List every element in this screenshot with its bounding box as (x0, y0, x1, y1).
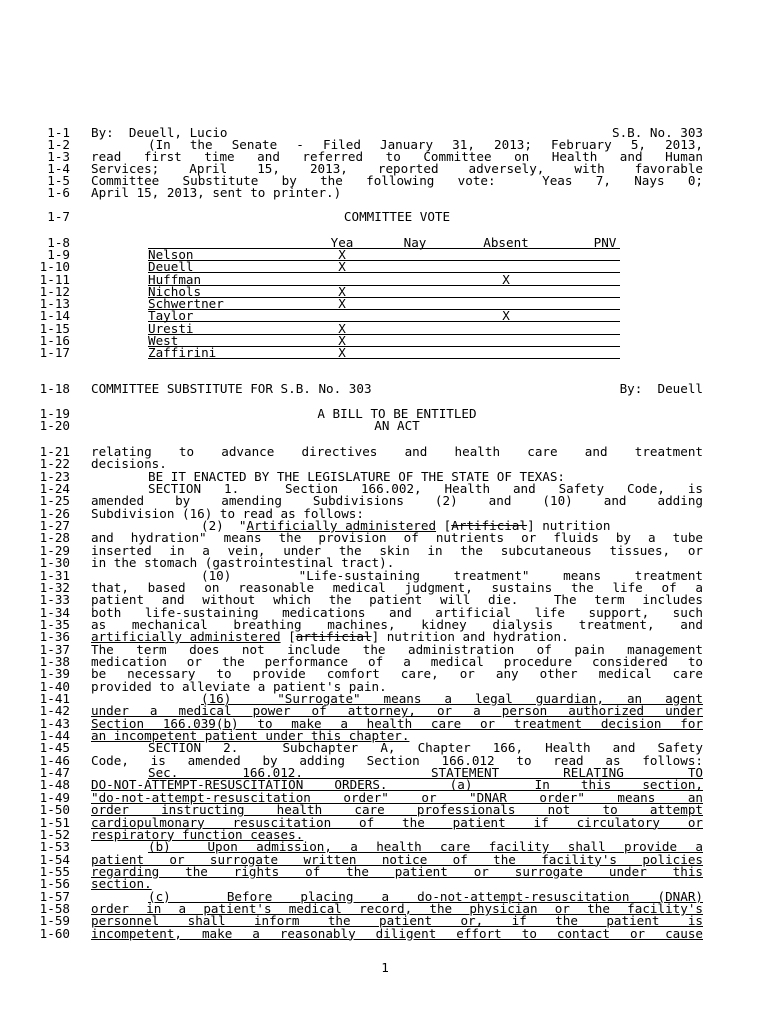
text-segment: artificially administered (91, 629, 281, 645)
line-text: DO-NOT-ATTEMPT-RESUSCITATION ORDERS. (a) In this section, (91, 777, 703, 793)
line-number: 1-15 (39, 320, 70, 336)
line-text: that, based on reasonable medical judgment, sustains the life of a (91, 579, 703, 595)
line-number: 1-22 (39, 456, 70, 472)
line-text: Nay (403, 235, 427, 250)
text-segment: [ (280, 629, 296, 645)
line-text: April 15, 2013, sent to printer.) (91, 185, 342, 200)
line-number: 1-60 (39, 925, 70, 941)
line-number: 1-30 (39, 555, 70, 571)
line-number: 1-43 (39, 715, 70, 731)
line-text: Zaffirini (148, 345, 217, 360)
page-number: 1 (381, 960, 389, 975)
line-number: 1-14 (39, 308, 70, 324)
line-text: amended by amending Subdivisions (2) and (10) and adding (91, 493, 703, 509)
line-text: personnel shall inform the patient or, if the patient is (91, 913, 703, 929)
line-text: regarding the rights of the patient or surrogate under this (91, 863, 703, 879)
line-text: read first time and referred to Committee on Health and Human (91, 149, 703, 164)
line-number: 1-24 (39, 481, 70, 497)
line-number: 1-25 (39, 493, 70, 509)
line-number: 1-35 (39, 616, 70, 632)
text-segment: artificial (295, 629, 372, 645)
line-text: SECTION 2. Subchapter A, Chapter 166, Health and Safety (148, 740, 703, 756)
line-number: 1-53 (39, 839, 70, 855)
text-line (0, 186, 770, 199)
line-text: and hydration" means the provision of nutrients or fluids by a tube (91, 530, 703, 546)
line-text: relating to advance directives and health care and treatment (91, 444, 703, 459)
line-text: X (338, 332, 346, 348)
line-text: The term does not include the administration of pain management (91, 641, 703, 657)
line-text: X (502, 271, 510, 287)
line-text: Uresti (148, 320, 194, 336)
line-number: 1-36 (39, 629, 70, 645)
line-text: Committee Substitute by the following vote: Yeas 7, Nays 0; (91, 173, 703, 188)
line-text: under a medical power of attorney, or a person authorized under (91, 703, 703, 719)
line-text: both life-sustaining medications and artificial life support, such (91, 604, 703, 620)
line-text: incompetent, make a reasonably diligent effort to contact or cause (91, 925, 703, 941)
line-text: X (338, 259, 346, 275)
line-number: 1-20 (39, 418, 70, 433)
line-number: 1-8 (47, 235, 70, 250)
vote-row-rule (148, 346, 620, 359)
text-line (0, 382, 770, 395)
line-text: A BILL TO BE ENTITLED (317, 406, 477, 421)
line-number: 1-29 (39, 542, 70, 558)
text-segment: (2) " (201, 518, 247, 534)
line-text: BE IT ENACTED BY THE LEGISLATURE OF THE STATE OF TEXAS: (148, 468, 566, 484)
line-text: West (148, 332, 179, 348)
line-number: 1-32 (39, 579, 70, 595)
line-number: 1-21 (39, 444, 70, 459)
line-text: Absent (483, 235, 529, 250)
line-number: 1-19 (39, 406, 70, 421)
line-text: SECTION 1. Section 166.002, Health and Safety Code, is (148, 481, 703, 497)
line-number: 1-39 (39, 666, 70, 682)
line-text: "do-not-attempt-resuscitation order" or "DNAR order" means an (91, 789, 703, 805)
line-text: (16) "Surrogate" means a legal guardian, an agent (201, 691, 703, 706)
line-text: Huffman (148, 271, 202, 287)
line-text: order instructing health care professionals not to attempt (91, 802, 703, 818)
line-text: Nichols (148, 283, 202, 299)
line-number: 1-2 (47, 137, 70, 152)
line-text: inserted in a vein, under the skin in the subcutaneous tissues, or (91, 542, 703, 558)
vote-row-rule (148, 273, 620, 286)
line-text: COMMITTEE VOTE (343, 209, 451, 224)
line-text: respiratory function ceases. (91, 826, 304, 842)
line-text: Sec. 166.012. STATEMENT RELATING TO (148, 765, 703, 781)
line-number: 1-9 (47, 247, 70, 262)
line-number: 1-6 (47, 185, 70, 200)
line-text: (c) Before placing a do-not-attempt-resuscitation (DNAR) (148, 888, 703, 904)
text-line (0, 210, 770, 223)
line-number: 1-26 (39, 505, 70, 521)
line-text: X (338, 345, 346, 360)
line-text: in the stomach (gastrointestinal tract). (91, 555, 395, 571)
line-text: medication or the performance of a medical procedure considered to (91, 653, 703, 669)
line-number: 1-55 (39, 863, 70, 879)
text-line (0, 927, 770, 940)
line-number: 1-34 (39, 604, 70, 620)
line-text: X (338, 283, 346, 299)
text-segment: ] nutrition (527, 518, 611, 534)
line-number: 1-52 (39, 826, 70, 842)
line-number: 1-13 (39, 296, 70, 311)
line-text: cardiopulmonary resuscitation of the patient if circulatory or (91, 814, 703, 830)
line-text: X (338, 247, 346, 262)
line-text: (10) "Life-sustaining treatment" means treatment (201, 567, 703, 583)
vote-row-rule (148, 309, 620, 322)
line-number: 1-18 (39, 381, 70, 396)
vote-row-rule (148, 260, 620, 273)
line-text: X (338, 296, 346, 311)
line-number: 1-37 (39, 641, 70, 657)
line-number: 1-27 (39, 518, 70, 534)
line-number: 1-54 (39, 851, 70, 867)
line-number: 1-57 (39, 888, 70, 904)
line-text: section. (91, 876, 152, 892)
line-number: 1-17 (39, 345, 70, 360)
line-number: 1-10 (39, 259, 70, 275)
text-segment: [ (436, 518, 452, 534)
line-text: (In the Senate - Filed January 31, 2013; February 5, 2013, (148, 137, 703, 152)
line-text: Schwertner (148, 296, 224, 311)
line-number: 1-23 (39, 468, 70, 484)
line-number: 1-28 (39, 530, 70, 546)
line-text: PNV (593, 235, 617, 250)
line-number: 1-56 (39, 876, 70, 892)
line-text: as mechanical breathing machines, kidney dialysis treatment, and (91, 616, 703, 632)
line-number: 1-1 (47, 125, 70, 140)
line-text: Yea (330, 235, 354, 250)
line-text: X (338, 320, 346, 336)
line-text: provided to alleviate a patient's pain. (91, 678, 387, 694)
line-number: 1-51 (39, 814, 70, 830)
line-number: 1-7 (47, 209, 70, 224)
line-text: By: Deuell (619, 381, 703, 396)
line-text: order in a patient's medical record, the physician or the facility's (91, 900, 703, 916)
line-number: 1-16 (39, 332, 70, 348)
line-number: 1-42 (39, 703, 70, 719)
line-number: 1-12 (39, 283, 70, 299)
line-text: Section 166.039(b) to make a health care or treatment decision for (91, 715, 703, 731)
line-text: be necessary to provide comfort care, or any other medical care (91, 666, 703, 682)
line-text: COMMITTEE SUBSTITUTE FOR S.B. No. 303 (91, 381, 372, 396)
line-number: 1-3 (47, 149, 70, 164)
line-number: 1-5 (47, 173, 70, 188)
line-number: 1-46 (39, 752, 70, 768)
line-text: Services; April 15, 2013, reported adversely, with favorable (91, 161, 703, 176)
vote-row-rule (148, 248, 620, 261)
line-number: 1-50 (39, 802, 70, 818)
vote-row-rule (148, 322, 620, 335)
vote-row-rule (148, 334, 620, 347)
line-number: 1-4 (47, 161, 70, 176)
line-number: 1-11 (39, 271, 70, 287)
line-number: 1-40 (39, 678, 70, 694)
line-number: 1-47 (39, 765, 70, 781)
line-number: 1-44 (39, 728, 70, 744)
vote-table-top-rule (148, 236, 620, 249)
text-line (0, 419, 770, 432)
vote-row-rule (148, 297, 620, 310)
line-text: an incompetent patient under this chapter. (91, 728, 410, 744)
text-segment: Artificially administered (246, 518, 437, 534)
line-text: patient and without which the patient will die. The term includes (91, 592, 703, 608)
line-text: By: Deuell, Lucio (91, 125, 228, 140)
line-number: 1-38 (39, 653, 70, 669)
line-text: AN ACT (374, 418, 420, 433)
line-text: patient or surrogate written notice of the facility's policies (91, 851, 703, 867)
line-text: S.B. No. 303 (612, 125, 703, 140)
line-text: (b) Upon admission, a health care facility shall provide a (148, 839, 703, 855)
line-text: decisions. (91, 456, 167, 472)
line-text: X (502, 308, 510, 324)
line-number: 1-33 (39, 592, 70, 608)
text-segment: Artificial (451, 518, 528, 534)
line-number: 1-48 (39, 777, 70, 793)
line-number: 1-31 (39, 567, 70, 583)
line-number: 1-45 (39, 740, 70, 756)
line-text: Deuell (148, 259, 194, 275)
line-number: 1-41 (39, 691, 70, 706)
line-number: 1-58 (39, 900, 70, 916)
line-number: 1-59 (39, 913, 70, 929)
line-number: 1-49 (39, 789, 70, 805)
line-text: Nelson (148, 247, 194, 262)
line-text: Taylor (148, 308, 194, 324)
text-segment: ] nutrition and hydration. (371, 629, 569, 645)
line-text: Code, is amended by adding Section 166.012 to read as follows: (91, 752, 703, 768)
line-text: Subdivision (16) to read as follows: (91, 505, 364, 521)
